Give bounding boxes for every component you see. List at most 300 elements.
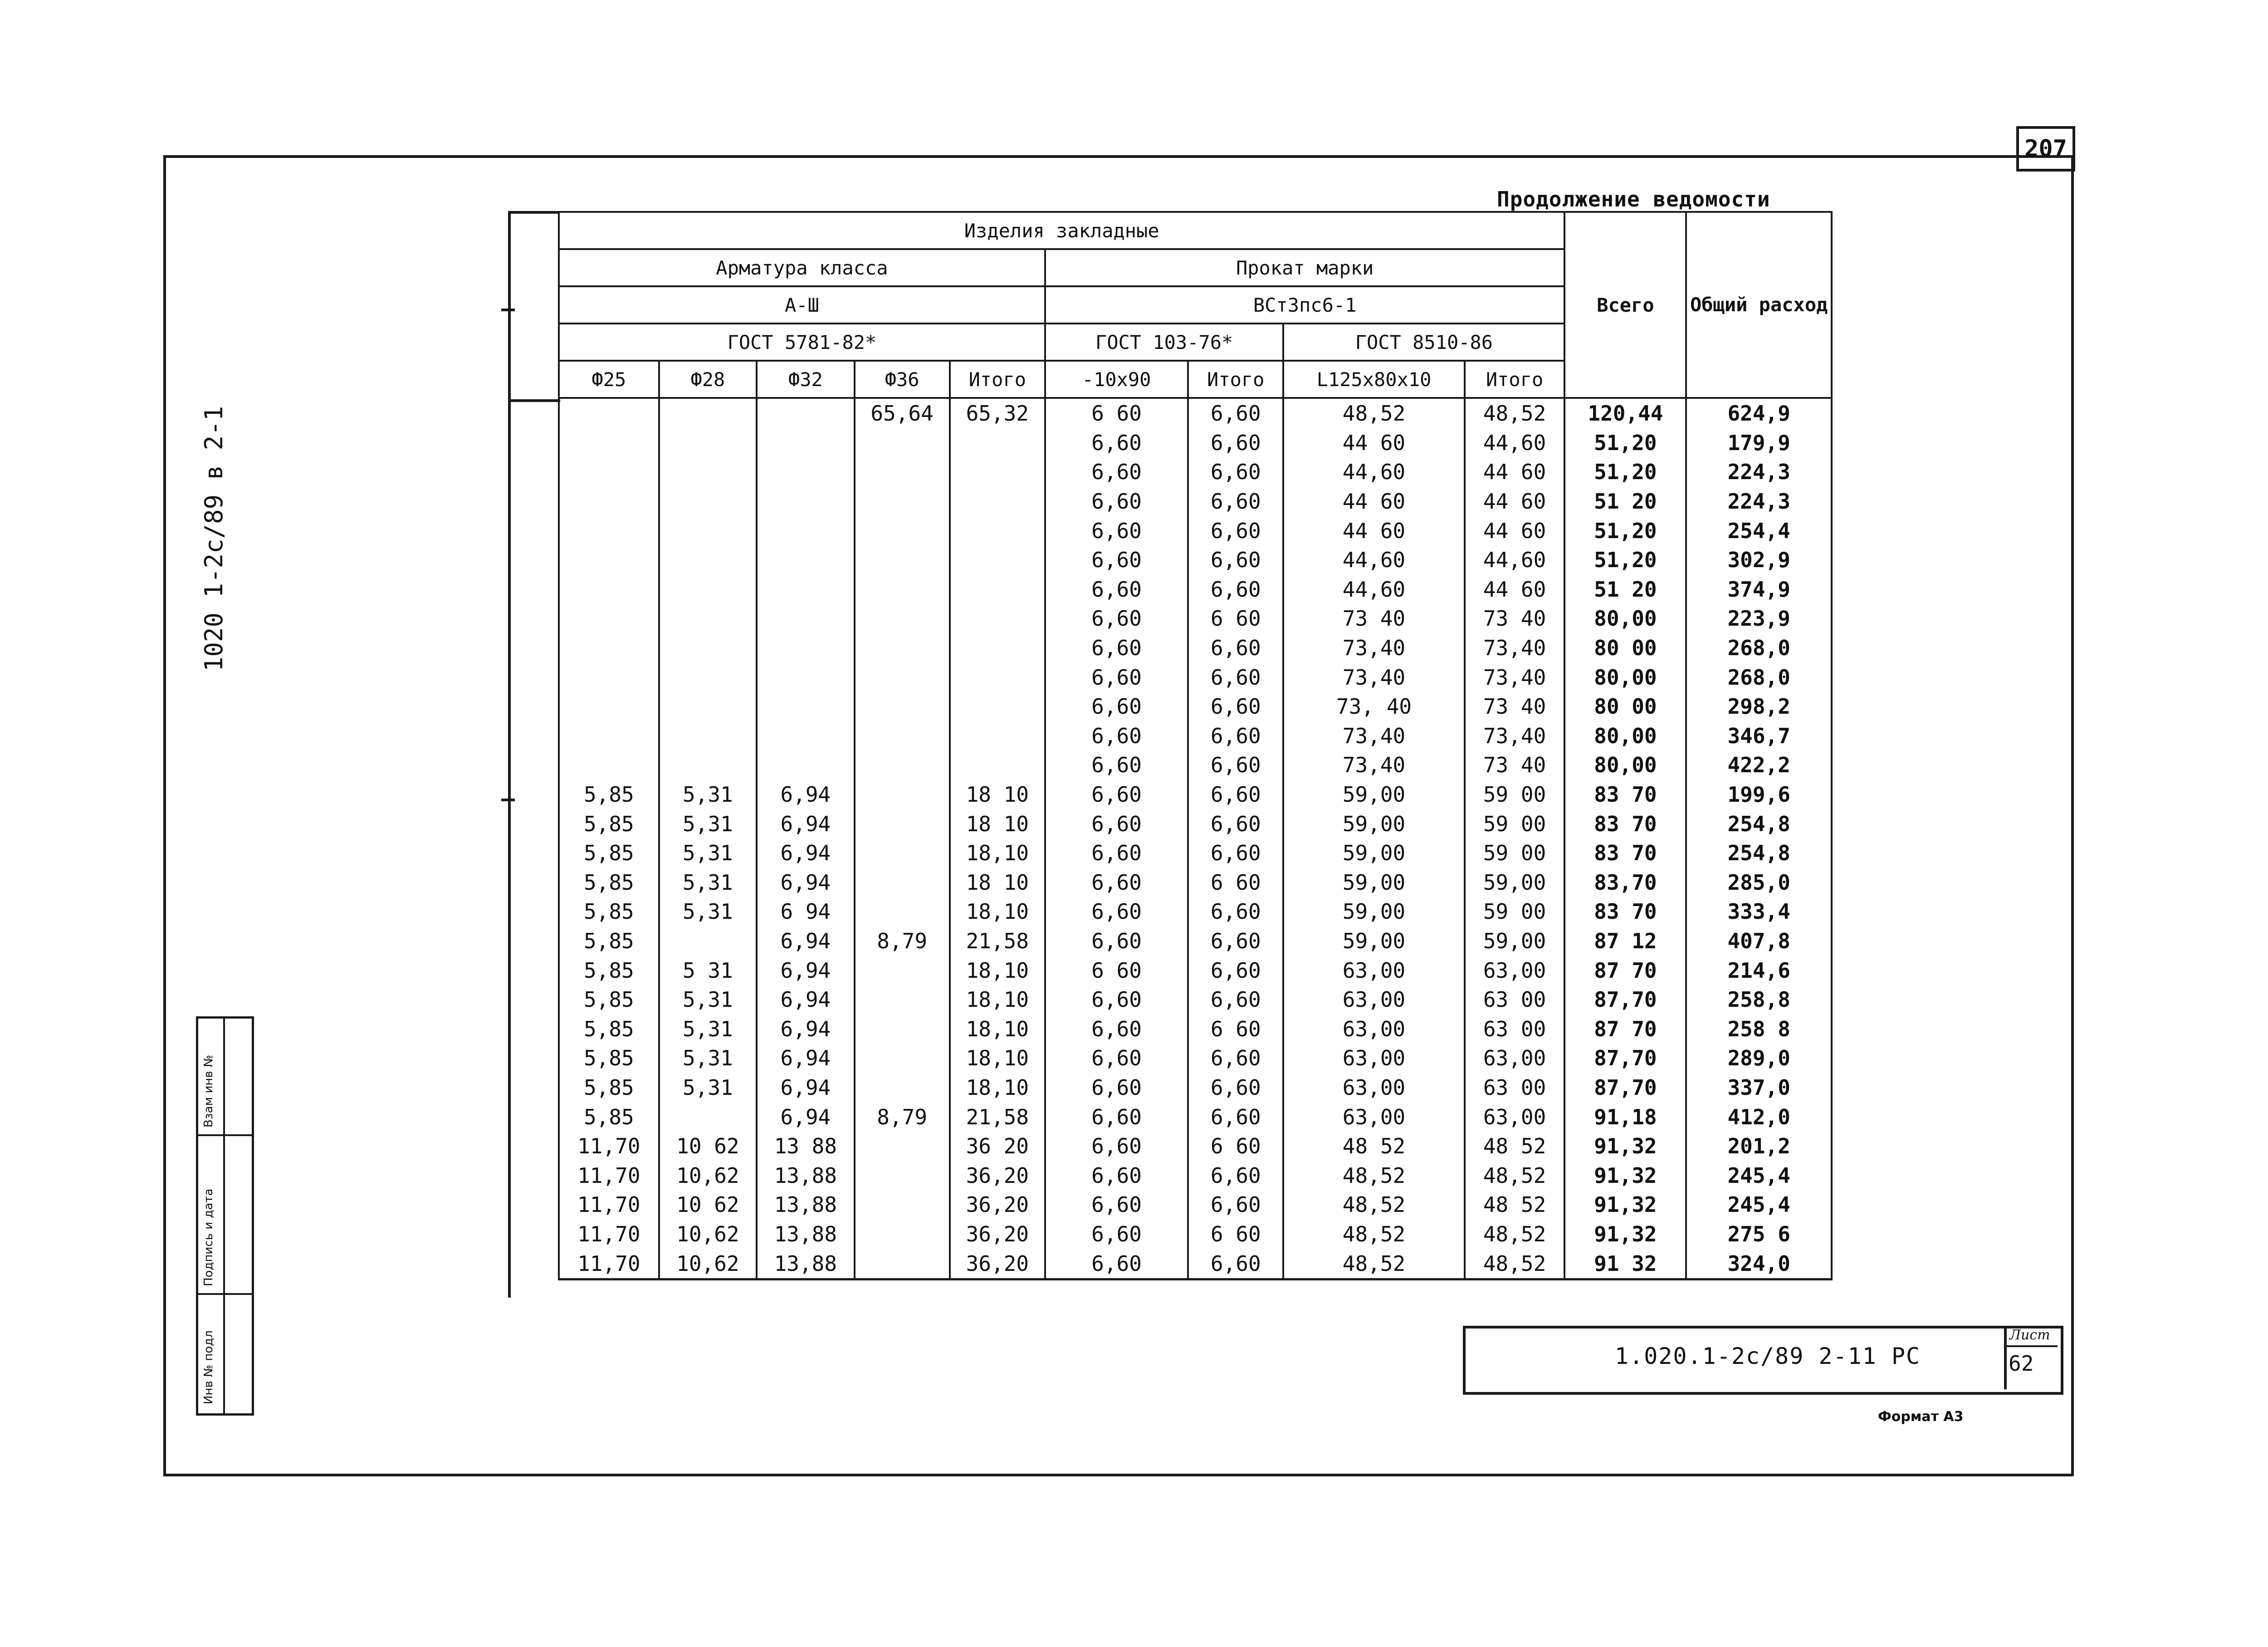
- table-cell: 48 52: [1465, 1190, 1565, 1220]
- table-row: [559, 1132, 1832, 1161]
- table-cell: 6,94: [757, 1014, 854, 1044]
- table-cell: 6,60: [1045, 1073, 1188, 1103]
- table-cell: 87,70: [1564, 985, 1686, 1015]
- table-cell: 63,00: [1283, 1102, 1464, 1132]
- table-cell: [757, 516, 854, 545]
- table-cell: 6,60: [1188, 692, 1283, 721]
- table-row: [559, 956, 1832, 985]
- table-cell: 6,60: [1045, 1161, 1188, 1190]
- table-cell: 73,40: [1283, 721, 1464, 751]
- table-cell: 5,85: [559, 956, 659, 985]
- table-cell: [757, 662, 854, 692]
- table-cell: 59 00: [1465, 897, 1565, 926]
- table-cell: [855, 956, 950, 985]
- table-cell: 73, 40: [1283, 692, 1464, 721]
- table-cell: 65,64: [855, 398, 950, 428]
- table-cell: 6,60: [1045, 575, 1188, 604]
- table-cell: 5,85: [559, 897, 659, 926]
- table-cell: [659, 545, 757, 575]
- table-cell: 91,32: [1564, 1161, 1686, 1190]
- table-cell: [559, 487, 659, 516]
- table-row: [559, 897, 1832, 926]
- table-cell: 18,10: [950, 985, 1045, 1015]
- table-cell: 83,70: [1564, 868, 1686, 897]
- table-cell: 6,60: [1188, 750, 1283, 780]
- table-cell: 63 00: [1465, 1014, 1565, 1044]
- table-cell: 63,00: [1465, 956, 1565, 985]
- table-cell: 6,60: [1188, 1249, 1283, 1279]
- table-cell: 63,00: [1283, 1073, 1464, 1103]
- table-row: [559, 398, 1832, 428]
- table-cell: 6,60: [1045, 1220, 1188, 1249]
- table-cell: 6,94: [757, 956, 854, 985]
- table-cell: 6,60: [1188, 633, 1283, 663]
- drawing-frame-bottom: [163, 1474, 2073, 1476]
- table-cell: [950, 428, 1045, 458]
- table-cell: 5,31: [659, 1073, 757, 1103]
- table-cell: 44,60: [1283, 457, 1464, 487]
- table-cell: 48,52: [1283, 1220, 1464, 1249]
- col-header: -10x90: [1045, 361, 1188, 398]
- table-cell: 83 70: [1564, 780, 1686, 809]
- table-cell: 80,00: [1564, 662, 1686, 692]
- table-cell: 374,9: [1686, 575, 1832, 604]
- table-cell: 51,20: [1564, 545, 1686, 575]
- stamp-divider: [223, 1019, 225, 1413]
- table-cell: [659, 1102, 757, 1132]
- table-cell: [950, 575, 1045, 604]
- table-cell: 6,60: [1188, 662, 1283, 692]
- table-cell: 51,20: [1564, 428, 1686, 458]
- table-cell: 18,10: [950, 1073, 1045, 1103]
- table-cell: 44 60: [1283, 428, 1464, 458]
- table-cell: [855, 1014, 950, 1044]
- table-cell: 6,60: [1045, 457, 1188, 487]
- table-cell: 6 60: [1188, 1132, 1283, 1161]
- table-cell: 8,79: [855, 1102, 950, 1132]
- table-cell: 73 40: [1465, 692, 1565, 721]
- table-cell: 48,52: [1465, 1161, 1565, 1190]
- table-cell: [559, 516, 659, 545]
- table-cell: 63,00: [1465, 1102, 1565, 1132]
- table-cell: [659, 428, 757, 458]
- table-body: [559, 398, 1832, 1279]
- table-cell: 6,60: [1188, 721, 1283, 751]
- table-cell: [855, 692, 950, 721]
- sheet-label: Лист: [2009, 1327, 2050, 1343]
- table-cell: 44 60: [1283, 516, 1464, 545]
- table-cell: 36 20: [950, 1132, 1045, 1161]
- table-row: [559, 838, 1832, 868]
- table-cell: 48,52: [1465, 1220, 1565, 1249]
- table-cell: 80,00: [1564, 604, 1686, 633]
- table-cell: [559, 575, 659, 604]
- table-cell: 63 00: [1465, 985, 1565, 1015]
- table-cell: 120,44: [1564, 398, 1686, 428]
- table-cell: [757, 487, 854, 516]
- table-cell: [757, 545, 854, 575]
- rolled-header: Прокат марки: [1045, 249, 1565, 286]
- table-cell: 179,9: [1686, 428, 1832, 458]
- table-cell: 6,94: [757, 780, 854, 809]
- table-cell: 6,60: [1045, 545, 1188, 575]
- table-cell: [659, 721, 757, 751]
- table-cell: [559, 662, 659, 692]
- table-cell: [559, 750, 659, 780]
- col-header: Итого: [950, 361, 1045, 398]
- table-cell: 6,60: [1188, 398, 1283, 428]
- table-cell: [659, 398, 757, 428]
- embedded-items-table: [508, 211, 1828, 1309]
- stamp-label-signature: Подпись и дата: [202, 1188, 215, 1286]
- table-row: [559, 428, 1832, 458]
- table-cell: 10 62: [659, 1132, 757, 1161]
- table-cell: 91,32: [1564, 1132, 1686, 1161]
- table-cell: 6,60: [1045, 516, 1188, 545]
- table-cell: 10,62: [659, 1161, 757, 1190]
- format-label: Формат А3: [1878, 1409, 1964, 1425]
- table-cell: [855, 721, 950, 751]
- table-cell: 48,52: [1283, 1190, 1464, 1220]
- table-cell: 10,62: [659, 1249, 757, 1279]
- table-cell: 21,58: [950, 926, 1045, 956]
- table-cell: 6,60: [1188, 956, 1283, 985]
- table-cell: 44,60: [1283, 545, 1464, 575]
- table-cell: [855, 838, 950, 868]
- table-cell: 8,79: [855, 926, 950, 956]
- table-cell: 11,70: [559, 1220, 659, 1249]
- table-cell: 5,85: [559, 868, 659, 897]
- table-cell: [855, 868, 950, 897]
- table-cell: 18 10: [950, 868, 1045, 897]
- table-cell: 13,88: [757, 1249, 854, 1279]
- table-row: [559, 780, 1832, 809]
- side-code: 1020 1-2с/89 в 2-1: [200, 406, 228, 672]
- table-cell: 289,0: [1686, 1044, 1832, 1073]
- table-cell: 44 60: [1465, 487, 1565, 516]
- table-cell: [757, 633, 854, 663]
- sheet-value: 62: [2009, 1351, 2034, 1376]
- table-cell: 6,60: [1045, 897, 1188, 926]
- table-cell: 48 52: [1283, 1132, 1464, 1161]
- table-cell: 13 88: [757, 1132, 854, 1161]
- table-cell: 6,60: [1045, 838, 1188, 868]
- table-cell: 36,20: [950, 1161, 1045, 1190]
- table-cell: 87 70: [1564, 956, 1686, 985]
- table-cell: 51,20: [1564, 516, 1686, 545]
- table-cell: [659, 457, 757, 487]
- table-cell: 80 00: [1564, 633, 1686, 663]
- table-cell: [757, 457, 854, 487]
- table-cell: 11,70: [559, 1190, 659, 1220]
- table-cell: 91,32: [1564, 1220, 1686, 1249]
- document-code: 1.020.1-2с/89 2-11 РС: [1615, 1343, 1921, 1369]
- table-cell: 80 00: [1564, 692, 1686, 721]
- table-cell: 65,32: [950, 398, 1045, 428]
- table-cell: 87,70: [1564, 1073, 1686, 1103]
- table-cell: 6,60: [1045, 809, 1188, 838]
- table-cell: 73 40: [1283, 604, 1464, 633]
- table-cell: 6,60: [1188, 487, 1283, 516]
- table-cell: [659, 516, 757, 545]
- table-cell: 5,85: [559, 985, 659, 1015]
- col-header: Итого: [1188, 361, 1283, 398]
- table-cell: [757, 604, 854, 633]
- table-cell: 63,00: [1283, 956, 1464, 985]
- table-cell: 59,00: [1283, 897, 1464, 926]
- table-cell: 285,0: [1686, 868, 1832, 897]
- table-cell: 324,0: [1686, 1249, 1832, 1279]
- table-cell: 73,40: [1283, 750, 1464, 780]
- table-cell: 6,94: [757, 809, 854, 838]
- table-cell: 63 00: [1465, 1073, 1565, 1103]
- total-header: Всего: [1564, 212, 1686, 398]
- table-cell: [757, 575, 854, 604]
- table-cell: 6,60: [1045, 428, 1188, 458]
- table-cell: 6,60: [1045, 1102, 1188, 1132]
- table-cell: [855, 809, 950, 838]
- table-cell: 5,85: [559, 809, 659, 838]
- table-cell: [855, 662, 950, 692]
- table-row: [559, 1014, 1832, 1044]
- table-cell: 5,31: [659, 838, 757, 868]
- table-cell: 36,20: [950, 1249, 1045, 1279]
- table-row: [559, 575, 1832, 604]
- stamp-divider: [198, 1293, 252, 1295]
- table-cell: 18,10: [950, 838, 1045, 868]
- table-cell: 51 20: [1564, 575, 1686, 604]
- table-cell: 13,88: [757, 1190, 854, 1220]
- table-cell: 5,85: [559, 1014, 659, 1044]
- table-cell: 18 10: [950, 780, 1045, 809]
- table-cell: 6 94: [757, 897, 854, 926]
- table-cell: 407,8: [1686, 926, 1832, 956]
- table-cell: [559, 398, 659, 428]
- table-cell: [855, 633, 950, 663]
- table-cell: 83 70: [1564, 897, 1686, 926]
- table-cell: [757, 692, 854, 721]
- table-cell: 6,60: [1188, 428, 1283, 458]
- table-cell: 275 6: [1686, 1220, 1832, 1249]
- table-row: [559, 750, 1832, 780]
- table-cell: 6,60: [1188, 1161, 1283, 1190]
- rolled-gost-strip: ГОСТ 103-76*: [1045, 324, 1283, 361]
- table-cell: 254,8: [1686, 838, 1832, 868]
- table-cell: 5,85: [559, 838, 659, 868]
- table-cell: 48,52: [1465, 398, 1565, 428]
- table-cell: [855, 985, 950, 1015]
- overall-header: Общий расход: [1686, 212, 1832, 398]
- table-cell: [950, 662, 1045, 692]
- approval-stamp: [196, 1016, 254, 1416]
- table-cell: 6,60: [1188, 1102, 1283, 1132]
- table-cell: 59,00: [1465, 868, 1565, 897]
- table-cell: 73,40: [1465, 662, 1565, 692]
- table-cell: 6 60: [1045, 956, 1188, 985]
- table-cell: 6,60: [1188, 897, 1283, 926]
- table-cell: 6,60: [1188, 809, 1283, 838]
- table-cell: 6,94: [757, 868, 854, 897]
- table-cell: 6,60: [1045, 1132, 1188, 1161]
- table-cell: [855, 516, 950, 545]
- table-cell: 59,00: [1283, 838, 1464, 868]
- table-cell: [757, 398, 854, 428]
- table-cell: 48,52: [1283, 1249, 1464, 1279]
- table-cell: 59,00: [1283, 780, 1464, 809]
- table-cell: 91,32: [1564, 1190, 1686, 1220]
- table-cell: 5,85: [559, 1044, 659, 1073]
- table-row: [559, 545, 1832, 575]
- table-cell: 6 60: [1188, 604, 1283, 633]
- table-cell: [855, 487, 950, 516]
- table-cell: 5,85: [559, 780, 659, 809]
- table-cell: 6,94: [757, 1044, 854, 1073]
- table-cell: 5,31: [659, 809, 757, 838]
- table-cell: [855, 1132, 950, 1161]
- table-cell: 201,2: [1686, 1132, 1832, 1161]
- table-cell: 18,10: [950, 897, 1045, 926]
- table-cell: [855, 604, 950, 633]
- table-cell: 6,60: [1045, 487, 1188, 516]
- table-cell: [950, 516, 1045, 545]
- table-row: [559, 662, 1832, 692]
- table-cell: 10,62: [659, 1220, 757, 1249]
- table-cell: 59 00: [1465, 809, 1565, 838]
- table-cell: 48,52: [1283, 1161, 1464, 1190]
- table-cell: 91 32: [1564, 1249, 1686, 1279]
- table-cell: 6,60: [1045, 868, 1188, 897]
- table-cell: 6 60: [1188, 1220, 1283, 1249]
- table-cell: [559, 457, 659, 487]
- rebar-class: А-Ш: [559, 286, 1045, 324]
- table-cell: 44 60: [1465, 457, 1565, 487]
- table-cell: [659, 575, 757, 604]
- table-cell: 83 70: [1564, 809, 1686, 838]
- table-cell: 10 62: [659, 1190, 757, 1220]
- rolled-gost-angle: ГОСТ 8510-86: [1283, 324, 1564, 361]
- table-cell: 73,40: [1283, 662, 1464, 692]
- table-cell: 63,00: [1283, 1044, 1464, 1073]
- table-cell: 422,2: [1686, 750, 1832, 780]
- table-cell: 5,31: [659, 868, 757, 897]
- table-cell: 6,60: [1188, 838, 1283, 868]
- table-cell: [855, 457, 950, 487]
- table-cell: [757, 428, 854, 458]
- table-cell: 44 60: [1465, 575, 1565, 604]
- table-row: [559, 633, 1832, 663]
- table-row: [559, 457, 1832, 487]
- table-cell: [659, 662, 757, 692]
- table-cell: 6,60: [1045, 721, 1188, 751]
- sheet-number: 207: [2016, 126, 2075, 172]
- table-cell: [950, 692, 1045, 721]
- continuation-title: Продолжение ведомости: [1497, 187, 1770, 211]
- table-cell: 5,31: [659, 780, 757, 809]
- table-cell: 6,60: [1188, 575, 1283, 604]
- table-cell: 59,00: [1283, 868, 1464, 897]
- table-cell: 21,58: [950, 1102, 1045, 1132]
- col-header: L125x80x10: [1283, 361, 1464, 398]
- table-cell: 412,0: [1686, 1102, 1832, 1132]
- table-cell: 6,60: [1188, 1044, 1283, 1073]
- table-cell: 13,88: [757, 1161, 854, 1190]
- table-cell: 18,10: [950, 1014, 1045, 1044]
- table-cell: 59 00: [1465, 838, 1565, 868]
- table-cell: [659, 487, 757, 516]
- table-cell: 6,60: [1188, 516, 1283, 545]
- table-cell: 5,85: [559, 926, 659, 956]
- col-header: Ф36: [855, 361, 950, 398]
- table-cell: 44,60: [1465, 545, 1565, 575]
- table-cell: 63,00: [1283, 985, 1464, 1015]
- table-cell: [659, 604, 757, 633]
- table-cell: 258,8: [1686, 985, 1832, 1015]
- table-cell: 6,94: [757, 985, 854, 1015]
- table-cell: 224,3: [1686, 457, 1832, 487]
- table-cell: 80,00: [1564, 750, 1686, 780]
- table-cell: 36,20: [950, 1220, 1045, 1249]
- table-cell: 51 20: [1564, 487, 1686, 516]
- stamp-label-replacement: Взам инв №: [202, 1055, 215, 1127]
- table-cell: 87 12: [1564, 926, 1686, 956]
- table-cell: 5,85: [559, 1073, 659, 1103]
- col-header: Ф25: [559, 361, 659, 398]
- table-cell: 6,60: [1188, 545, 1283, 575]
- table-row: [559, 1102, 1832, 1132]
- rebar-gost: ГОСТ 5781-82*: [559, 324, 1045, 361]
- table-cell: 59,00: [1283, 809, 1464, 838]
- table-cell: 80,00: [1564, 721, 1686, 751]
- table-cell: 6,60: [1188, 1190, 1283, 1220]
- table-cell: [950, 721, 1045, 751]
- table-row: [559, 1190, 1832, 1220]
- table-cell: [659, 750, 757, 780]
- table-cell: 6,60: [1045, 1249, 1188, 1279]
- table-cell: 11,70: [559, 1161, 659, 1190]
- table-cell: [757, 721, 854, 751]
- quantities-table: [558, 211, 1833, 1280]
- table-cell: 254,8: [1686, 809, 1832, 838]
- table-cell: 6,60: [1045, 985, 1188, 1015]
- table-cell: 6,60: [1188, 1073, 1283, 1103]
- table-cell: 44 60: [1465, 516, 1565, 545]
- table-cell: 73,40: [1283, 633, 1464, 663]
- table-cell: [855, 545, 950, 575]
- table-cell: 6,60: [1045, 692, 1188, 721]
- table-cell: 11,70: [559, 1249, 659, 1279]
- table-cell: [659, 926, 757, 956]
- table-cell: 59,00: [1283, 926, 1464, 956]
- table-cell: [559, 545, 659, 575]
- table-cell: 91,18: [1564, 1102, 1686, 1132]
- table-cell: 63,00: [1465, 1044, 1565, 1073]
- table-cell: [855, 575, 950, 604]
- table-cell: 18,10: [950, 1044, 1045, 1073]
- table-cell: 13,88: [757, 1220, 854, 1249]
- table-cell: [950, 633, 1045, 663]
- table-cell: [559, 721, 659, 751]
- table-cell: [950, 750, 1045, 780]
- table-cell: 245,4: [1686, 1161, 1832, 1190]
- table-cell: [855, 1249, 950, 1279]
- table-cell: [855, 1073, 950, 1103]
- table-cell: 199,6: [1686, 780, 1832, 809]
- table-cell: 624,9: [1686, 398, 1832, 428]
- table-cell: 59,00: [1465, 926, 1565, 956]
- table-cell: 6,60: [1188, 780, 1283, 809]
- table-cell: 87 70: [1564, 1014, 1686, 1044]
- table-cell: 83 70: [1564, 838, 1686, 868]
